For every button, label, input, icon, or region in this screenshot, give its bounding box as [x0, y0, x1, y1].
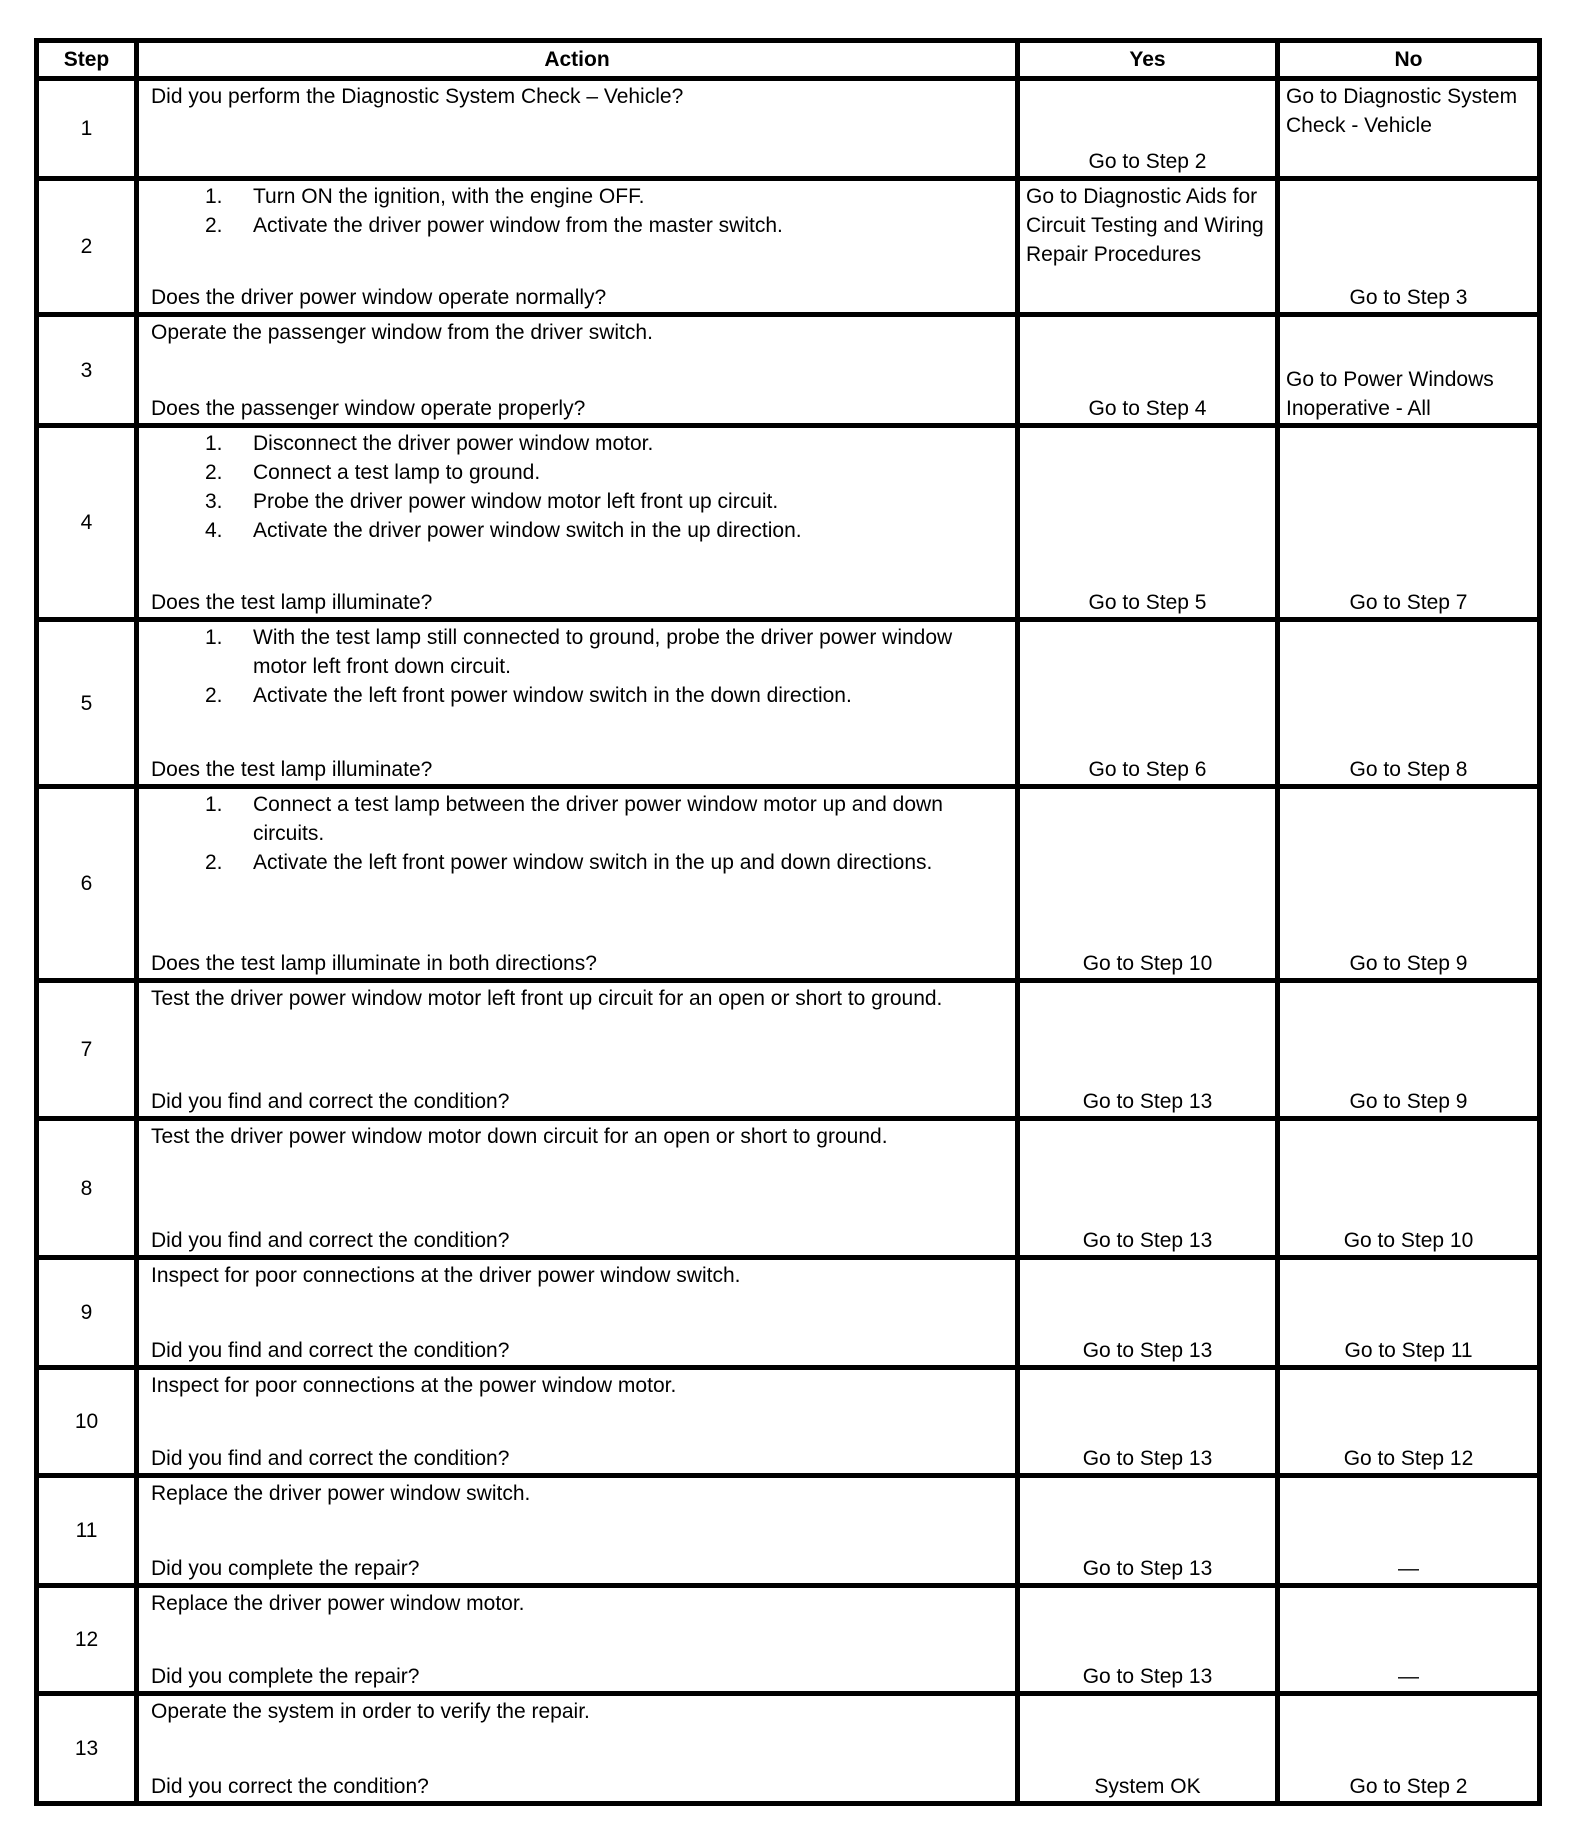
action-cell [137, 1368, 1018, 1476]
step-item-number: 1. [205, 626, 223, 649]
no-result: Go to Step 11 [1278, 1258, 1540, 1368]
step-number: 8 [37, 1119, 137, 1258]
no-result: Go to Step 3 [1278, 179, 1540, 315]
action-steps-list [151, 429, 1003, 545]
no-result: Go to Step 10 [1278, 1119, 1540, 1258]
step-item-number: 2. [205, 684, 223, 707]
header-no: No [1278, 41, 1540, 79]
action-steps-list [151, 790, 1003, 877]
step-number: 4 [37, 426, 137, 620]
action-text: Test the driver power window motor down circuit for an open or short to ground. [151, 1125, 888, 1148]
action-question: Does the driver power window operate normally? [151, 286, 607, 309]
table-row [37, 787, 1540, 981]
table-row [37, 1694, 1540, 1804]
yes-result: Go to Step 10 [1018, 787, 1278, 981]
yes-result: Go to Step 5 [1018, 426, 1278, 620]
action-instructions [151, 790, 1003, 877]
step-item-number: 2. [205, 851, 223, 874]
action-step-item [151, 211, 1003, 240]
action-step-item [151, 182, 1003, 211]
action-question: Did you find and correct the condition? [151, 1447, 510, 1470]
step-number: 7 [37, 981, 137, 1119]
step-number: 10 [37, 1368, 137, 1476]
action-cell [137, 1258, 1018, 1368]
step-item-number: 4. [205, 519, 223, 542]
table-row [37, 1476, 1540, 1586]
action-question: Does the passenger window operate properly? [151, 397, 586, 420]
action-cell [137, 79, 1018, 179]
yes-result: Go to Step 6 [1018, 620, 1278, 787]
no-result: — [1278, 1476, 1540, 1586]
action-question: Does the test lamp illuminate? [151, 758, 433, 781]
action-question: Did you find and correct the condition? [151, 1090, 510, 1113]
action-cell [137, 1586, 1018, 1694]
action-question: Does the test lamp illuminate in both directions? [151, 952, 597, 975]
action-text: Operate the passenger window from the driver switch. [151, 321, 653, 344]
action-text: Operate the system in order to verify the repair. [151, 1700, 590, 1723]
table-row [37, 1368, 1540, 1476]
table-row [37, 1119, 1540, 1258]
table-row [37, 981, 1540, 1119]
step-item-number: 2. [205, 461, 223, 484]
step-item-text: Connect a test lamp to ground. [253, 461, 541, 484]
action-question: Does the test lamp illuminate? [151, 591, 433, 614]
table-row [37, 426, 1540, 620]
diagnostic-table [34, 38, 1542, 1806]
action-text: Did you perform the Diagnostic System Check – Vehicle? [151, 85, 684, 108]
action-cell [137, 179, 1018, 315]
action-instructions [151, 1371, 1003, 1400]
action-instructions [151, 1122, 1003, 1151]
step-item-text: Activate the left front power window switch in the up and down directions. [253, 851, 933, 874]
action-instructions [151, 429, 1003, 545]
no-result: Go to Diagnostic System Check - Vehicle [1278, 79, 1540, 179]
action-cell [137, 981, 1018, 1119]
action-cell [137, 315, 1018, 426]
action-instructions [151, 1697, 1003, 1726]
action-step-item [151, 516, 1003, 545]
no-result: Go to Step 12 [1278, 1368, 1540, 1476]
action-step-item [151, 623, 1003, 681]
table-row [37, 179, 1540, 315]
table-row [37, 79, 1540, 179]
action-cell [137, 1694, 1018, 1804]
step-number: 3 [37, 315, 137, 426]
yes-result: Go to Step 13 [1018, 1119, 1278, 1258]
no-result: Go to Step 7 [1278, 426, 1540, 620]
step-item-number: 1. [205, 185, 223, 208]
yes-result: Go to Step 2 [1018, 79, 1278, 179]
action-instructions [151, 1479, 1003, 1508]
action-steps-list [151, 182, 1003, 240]
yes-result: Go to Step 13 [1018, 1258, 1278, 1368]
action-instructions [151, 984, 1003, 1013]
step-item-text: With the test lamp still connected to ground, probe the driver power window motor left front down circuit. [253, 626, 953, 678]
table-row [37, 1258, 1540, 1368]
action-cell [137, 620, 1018, 787]
action-cell [137, 1476, 1018, 1586]
action-step-item [151, 848, 1003, 877]
table-row [37, 620, 1540, 787]
action-text: Replace the driver power window motor. [151, 1592, 525, 1615]
step-item-text: Connect a test lamp between the driver power window motor up and down circuits. [253, 793, 943, 845]
action-question: Did you complete the repair? [151, 1557, 420, 1580]
action-instructions [151, 1589, 1003, 1618]
step-number: 12 [37, 1586, 137, 1694]
step-number: 5 [37, 620, 137, 787]
action-text: Inspect for poor connections at the power window motor. [151, 1374, 677, 1397]
yes-result: Go to Step 13 [1018, 1586, 1278, 1694]
action-instructions [151, 1261, 1003, 1290]
action-instructions [151, 182, 1003, 240]
step-number: 9 [37, 1258, 137, 1368]
step-item-text: Probe the driver power window motor left front up circuit. [253, 490, 779, 513]
action-instructions [151, 623, 1003, 710]
action-cell [137, 787, 1018, 981]
action-cell [137, 1119, 1018, 1258]
no-result: Go to Step 2 [1278, 1694, 1540, 1804]
action-question: Did you find and correct the condition? [151, 1229, 510, 1252]
action-step-item [151, 681, 1003, 710]
no-result: Go to Step 9 [1278, 787, 1540, 981]
table-row [37, 315, 1540, 426]
step-item-text: Activate the driver power window from the master switch. [253, 214, 783, 237]
step-number: 1 [37, 79, 137, 179]
no-result: — [1278, 1586, 1540, 1694]
step-item-text: Activate the left front power window switch in the down direction. [253, 684, 852, 707]
action-step-item [151, 487, 1003, 516]
step-item-text: Disconnect the driver power window motor. [253, 432, 654, 455]
step-item-number: 2. [205, 214, 223, 237]
action-question: Did you find and correct the condition? [151, 1339, 510, 1362]
action-step-item [151, 790, 1003, 848]
no-result: Go to Step 8 [1278, 620, 1540, 787]
action-instructions [151, 82, 1003, 111]
header-yes: Yes [1018, 41, 1278, 79]
action-text: Test the driver power window motor left front up circuit for an open or short to ground. [151, 987, 943, 1010]
step-item-number: 1. [205, 793, 223, 816]
step-number: 11 [37, 1476, 137, 1586]
action-step-item [151, 429, 1003, 458]
action-steps-list [151, 623, 1003, 710]
step-item-number: 1. [205, 432, 223, 455]
yes-result: Go to Step 13 [1018, 1368, 1278, 1476]
action-cell [137, 426, 1018, 620]
action-instructions [151, 318, 1003, 347]
action-question: Did you complete the repair? [151, 1665, 420, 1688]
step-item-text: Turn ON the ignition, with the engine OFF. [253, 185, 645, 208]
header-action: Action [137, 41, 1018, 79]
step-number: 13 [37, 1694, 137, 1804]
header-row [37, 41, 1540, 79]
action-question: Did you correct the condition? [151, 1775, 429, 1798]
step-number: 2 [37, 179, 137, 315]
yes-result: Go to Step 13 [1018, 1476, 1278, 1586]
table-row [37, 1586, 1540, 1694]
yes-result: System OK [1018, 1694, 1278, 1804]
step-number: 6 [37, 787, 137, 981]
yes-result: Go to Step 13 [1018, 981, 1278, 1119]
action-text: Inspect for poor connections at the driver power window switch. [151, 1264, 741, 1287]
no-result: Go to Power Windows Inoperative - All [1278, 315, 1540, 426]
yes-result: Go to Diagnostic Aids for Circuit Testing and Wiring Repair Procedures [1018, 179, 1278, 315]
step-item-text: Activate the driver power window switch in the up direction. [253, 519, 802, 542]
no-result: Go to Step 9 [1278, 981, 1540, 1119]
header-step: Step [37, 41, 137, 79]
step-item-number: 3. [205, 490, 223, 513]
action-step-item [151, 458, 1003, 487]
yes-result: Go to Step 4 [1018, 315, 1278, 426]
action-text: Replace the driver power window switch. [151, 1482, 531, 1505]
